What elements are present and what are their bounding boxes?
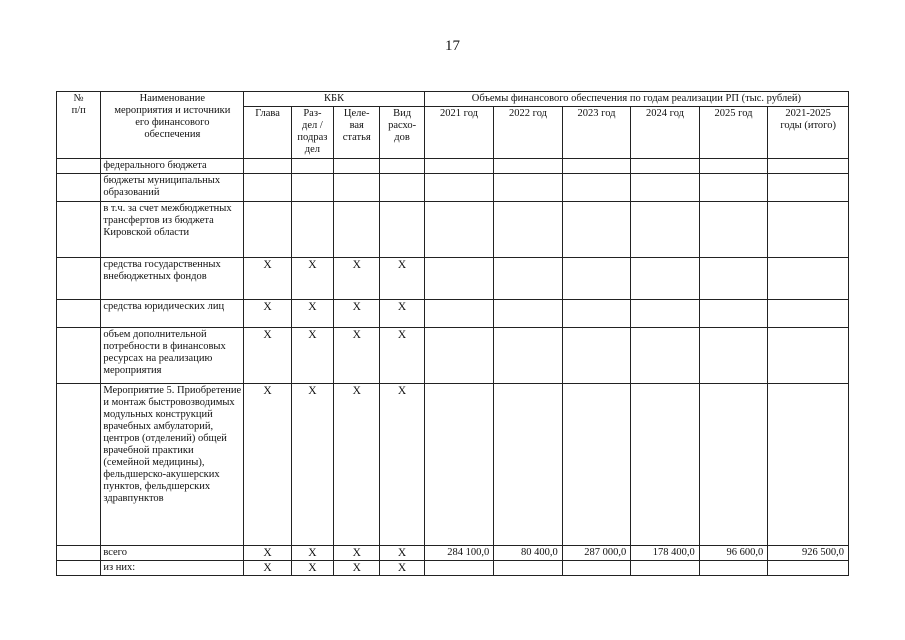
value-cell: [631, 258, 700, 300]
kbk-cell: [334, 174, 380, 202]
row-name-cell: бюджеты муниципальных образований: [101, 174, 244, 202]
value-cell: [699, 384, 768, 546]
value-cell: [424, 159, 494, 174]
header-year-2025: 2025 год: [699, 107, 768, 159]
value-cell: [494, 561, 563, 576]
value-cell: [424, 561, 494, 576]
value-cell: [494, 159, 563, 174]
value-cell: [699, 174, 768, 202]
header-kbk: КБК: [244, 92, 424, 107]
value-cell: 96 600,0: [699, 546, 768, 561]
row-number-cell: [57, 258, 101, 300]
kbk-cell: X: [291, 384, 333, 546]
value-cell: [424, 300, 494, 328]
kbk-cell: X: [291, 546, 333, 561]
header-row-1: [57, 92, 849, 107]
value-cell: [494, 258, 563, 300]
kbk-cell: X: [334, 384, 380, 546]
value-cell: 287 000,0: [562, 546, 631, 561]
page-number: 17: [445, 38, 460, 54]
kbk-cell: [291, 174, 333, 202]
row-name-cell: всего: [101, 546, 244, 561]
value-cell: [424, 328, 494, 384]
value-cell: [699, 258, 768, 300]
value-cell: [631, 328, 700, 384]
kbk-cell: [334, 202, 380, 258]
value-cell: [631, 384, 700, 546]
value-cell: [494, 202, 563, 258]
header-year-2021: 2021 год: [424, 107, 494, 159]
value-cell: [562, 202, 631, 258]
kbk-cell: [334, 159, 380, 174]
row-number-cell: [57, 174, 101, 202]
value-cell: [424, 258, 494, 300]
row-name-cell: в т.ч. за счет межбюджетных трансфертов из бюджета Кировской области: [101, 202, 244, 258]
table-row: [57, 328, 849, 384]
value-cell: [768, 202, 849, 258]
value-cell: [562, 174, 631, 202]
header-num: № п/п: [57, 92, 101, 159]
value-cell: [562, 159, 631, 174]
header-kbk-vid: Вид расхо- дов: [380, 107, 424, 159]
row-name-cell: объем дополнительной потребности в финансовых ресурсах на реализацию мероприятия: [101, 328, 244, 384]
table-row: [57, 174, 849, 202]
row-number-cell: [57, 384, 101, 546]
value-cell: 178 400,0: [631, 546, 700, 561]
value-cell: [494, 384, 563, 546]
value-cell: [768, 174, 849, 202]
row-name-cell: средства юридических лиц: [101, 300, 244, 328]
value-cell: [699, 159, 768, 174]
header-kbk-statya: Целе- вая статья: [334, 107, 380, 159]
value-cell: [562, 258, 631, 300]
kbk-cell: [244, 174, 291, 202]
row-number-cell: [57, 159, 101, 174]
value-cell: [562, 328, 631, 384]
header-volumes: Объемы финансового обеспечения по годам реализации РП (тыс. рублей): [424, 92, 848, 107]
kbk-cell: X: [380, 258, 424, 300]
value-cell: 80 400,0: [494, 546, 563, 561]
kbk-cell: X: [380, 546, 424, 561]
kbk-cell: X: [380, 300, 424, 328]
row-number-cell: [57, 328, 101, 384]
value-cell: [494, 300, 563, 328]
value-cell: [562, 561, 631, 576]
kbk-cell: X: [334, 258, 380, 300]
row-name-cell: из них:: [101, 561, 244, 576]
kbk-cell: X: [380, 328, 424, 384]
row-number-cell: [57, 546, 101, 561]
kbk-cell: X: [244, 561, 291, 576]
table-row: [57, 561, 849, 576]
kbk-cell: X: [380, 561, 424, 576]
value-cell: [768, 258, 849, 300]
header-year-2022: 2022 год: [494, 107, 563, 159]
value-cell: [494, 174, 563, 202]
kbk-cell: X: [334, 328, 380, 384]
value-cell: [768, 561, 849, 576]
kbk-cell: X: [244, 384, 291, 546]
value-cell: [699, 561, 768, 576]
value-cell: [631, 300, 700, 328]
header-year-2024: 2024 год: [631, 107, 700, 159]
kbk-cell: X: [244, 546, 291, 561]
kbk-cell: X: [334, 546, 380, 561]
kbk-cell: X: [334, 300, 380, 328]
row-number-cell: [57, 561, 101, 576]
kbk-cell: [380, 159, 424, 174]
kbk-cell: X: [334, 561, 380, 576]
value-cell: [699, 328, 768, 384]
kbk-cell: [380, 202, 424, 258]
kbk-cell: X: [291, 328, 333, 384]
kbk-cell: X: [244, 300, 291, 328]
header-year-total: 2021-2025 годы (итого): [768, 107, 849, 159]
value-cell: [768, 300, 849, 328]
row-name-cell: федерального бюджета: [101, 159, 244, 174]
row-number-cell: [57, 202, 101, 258]
table-row: [57, 384, 849, 546]
table-row: [57, 300, 849, 328]
kbk-cell: X: [380, 384, 424, 546]
value-cell: [562, 384, 631, 546]
value-cell: [424, 202, 494, 258]
kbk-cell: [244, 159, 291, 174]
value-cell: [699, 202, 768, 258]
kbk-cell: X: [291, 300, 333, 328]
row-name-cell: Мероприятие 5. Приобретение и монтаж быстровозводимых модульных конструкций врачебных амбулаторий, центров (отделений) общей врачебной практики (семейной медицины), фельдшерско-акушерских пунктов, фельдшерских здравпунктов: [101, 384, 244, 546]
kbk-cell: X: [244, 328, 291, 384]
kbk-cell: [291, 159, 333, 174]
header-year-2023: 2023 год: [562, 107, 631, 159]
kbk-cell: [291, 202, 333, 258]
row-name-cell: средства государственных внебюджетных фондов: [101, 258, 244, 300]
header-kbk-glava: Глава: [244, 107, 291, 159]
value-cell: [494, 328, 563, 384]
kbk-cell: [380, 174, 424, 202]
table-row: [57, 546, 849, 561]
table-row: [57, 258, 849, 300]
table-row: [57, 159, 849, 174]
value-cell: [562, 300, 631, 328]
value-cell: [631, 174, 700, 202]
header-name: Наименование мероприятия и источники его финансового обеспечения: [101, 92, 244, 159]
kbk-cell: X: [244, 258, 291, 300]
kbk-cell: [244, 202, 291, 258]
value-cell: [768, 384, 849, 546]
value-cell: [424, 384, 494, 546]
value-cell: [631, 561, 700, 576]
kbk-cell: X: [291, 561, 333, 576]
value-cell: 926 500,0: [768, 546, 849, 561]
value-cell: [631, 159, 700, 174]
value-cell: [424, 174, 494, 202]
value-cell: [768, 328, 849, 384]
budget-table: [56, 91, 849, 576]
value-cell: [631, 202, 700, 258]
row-number-cell: [57, 300, 101, 328]
kbk-cell: X: [291, 258, 333, 300]
table-row: [57, 202, 849, 258]
header-kbk-razdel: Раз- дел / подраз дел: [291, 107, 333, 159]
value-cell: 284 100,0: [424, 546, 494, 561]
value-cell: [768, 159, 849, 174]
value-cell: [699, 300, 768, 328]
